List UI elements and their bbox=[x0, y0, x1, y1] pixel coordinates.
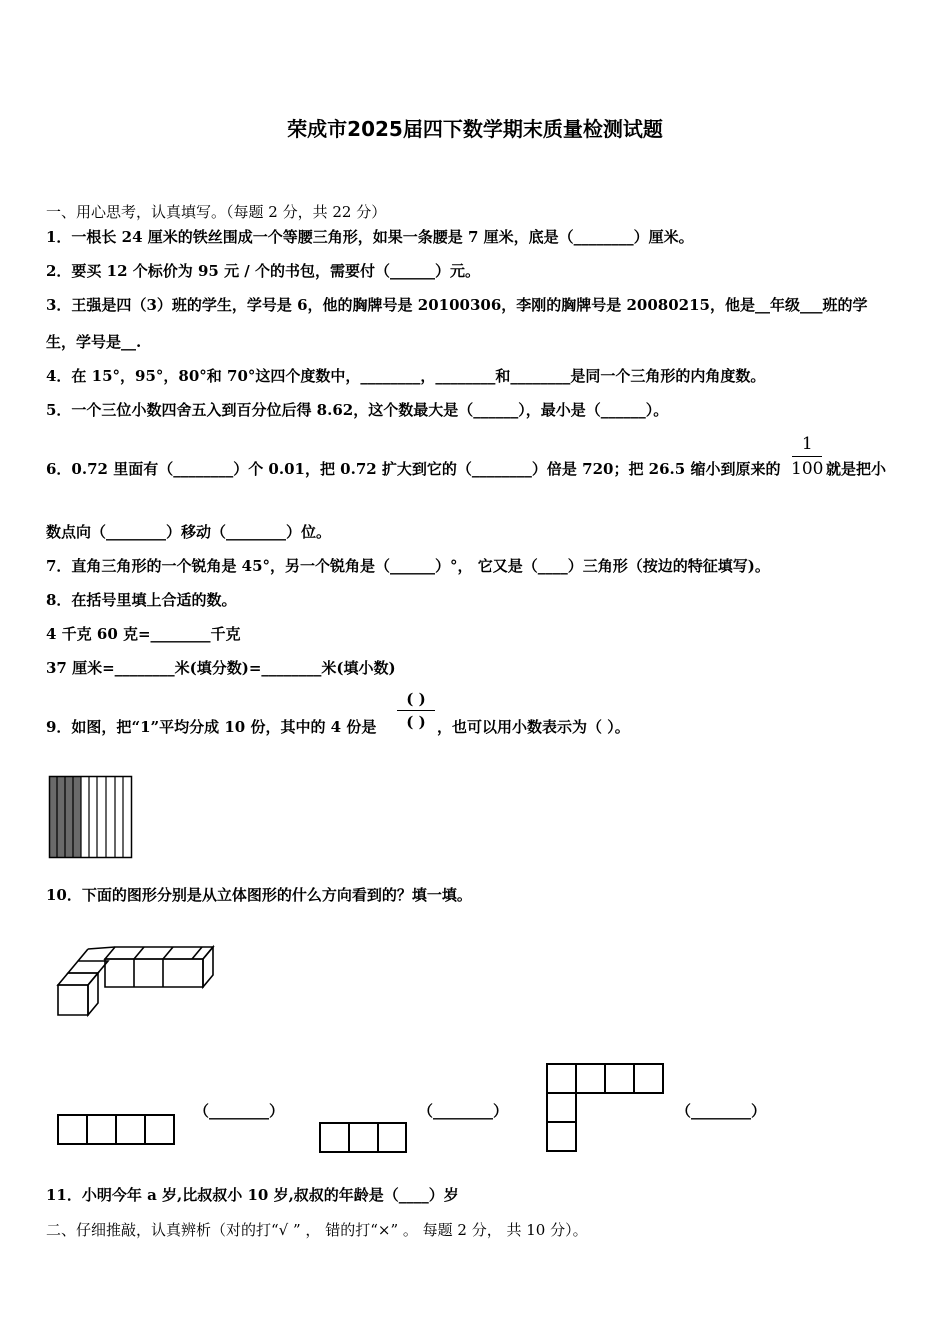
question-8-item-b: 37 厘米=________米(填分数)=________米(填小数) bbox=[46, 659, 396, 677]
question-2: 2．要买 12 个标价为 95 元 / 个的书包，需要付（______）元。 bbox=[46, 262, 480, 280]
view-3-answer-blank: （________） bbox=[676, 1102, 767, 1120]
question-8-item-a: 4 千克 60 克=________千克 bbox=[46, 625, 241, 643]
fraction-denominator-blank: ( ) bbox=[406, 713, 426, 731]
question-7: 7．直角三角形的一个锐角是 45°，另一个锐角是（______）°， 它又是（____）三角形（按边的特征填写)。 bbox=[46, 557, 770, 575]
question-3-line-2: 生，学号是__. bbox=[46, 333, 142, 351]
section-1-heading: 一、用心思考，认真填写。（每题 2 分，共 22 分） bbox=[46, 203, 387, 221]
question-10: 10．下面的图形分别是从立体图形的什么方向看到的？填一填。 bbox=[46, 886, 472, 904]
section-2-heading: 二、仔细推敲，认真辨析（对的打“√ ” ， 错的打“×” 。 每题 2 分， 共 10 分）。 bbox=[46, 1221, 588, 1239]
ten-strips-figure bbox=[49, 776, 133, 858]
view-1-answer-blank: （________） bbox=[194, 1102, 285, 1120]
view-four-in-row bbox=[57, 1114, 175, 1145]
question-6-line-1: 6．0.72 里面有（________）个 0.01，把 0.72 扩大到它的（________）倍是 720；把 26.5 缩小到原来的 bbox=[46, 460, 781, 478]
cube-solid-figure bbox=[55, 945, 207, 1020]
question-5: 5．一个三位小数四舍五入到百分位后得 8.62，这个数最大是（______），最小是（______）。 bbox=[46, 401, 669, 419]
question-6-line-2: 数点向（________）移动（________）位。 bbox=[46, 523, 332, 541]
question-9-end: ，也可以用小数表示为（ ）。 bbox=[437, 718, 630, 736]
fraction-bar bbox=[792, 456, 822, 457]
fraction-numerator-blank: ( ) bbox=[406, 690, 426, 708]
question-11: 11．小明今年 a 岁,比叔叔小 10 岁,叔叔的年龄是（____）岁 bbox=[46, 1186, 459, 1204]
fraction-one-hundredth bbox=[791, 434, 823, 479]
question-1: 1．一根长 24 厘米的铁丝围成一个等腰三角形，如果一条腰是 7 厘米，底是（________）厘米。 bbox=[46, 228, 694, 246]
fraction-bar bbox=[397, 710, 435, 711]
view-three-in-row bbox=[319, 1122, 407, 1153]
question-4: 4．在 15°，95°，80°和 70°这四个度数中，________，________和________是同一个三角形的内角度数。 bbox=[46, 367, 766, 385]
question-9-start: 9．如图，把“1”平均分成 10 份，其中的 4 份是 bbox=[46, 718, 377, 736]
question-6-line-1-end: 就是把小 bbox=[826, 460, 887, 478]
fraction-numerator: 1 bbox=[801, 434, 813, 454]
view-l-shape bbox=[546, 1063, 664, 1152]
page-title: 荣成市2025届四下数学期末质量检测试题 bbox=[287, 117, 663, 141]
question-8: 8．在括号里填上合适的数。 bbox=[46, 591, 237, 609]
view-2-answer-blank: （________） bbox=[418, 1102, 509, 1120]
fraction-blank bbox=[397, 690, 435, 731]
fraction-denominator: 100 bbox=[791, 459, 824, 479]
question-3-line-1: 3．王强是四（3）班的学生，学号是 6，他的胸牌号是 20100306，李刚的胸牌号是 20080215，他是__年级___班的学 bbox=[46, 296, 868, 314]
